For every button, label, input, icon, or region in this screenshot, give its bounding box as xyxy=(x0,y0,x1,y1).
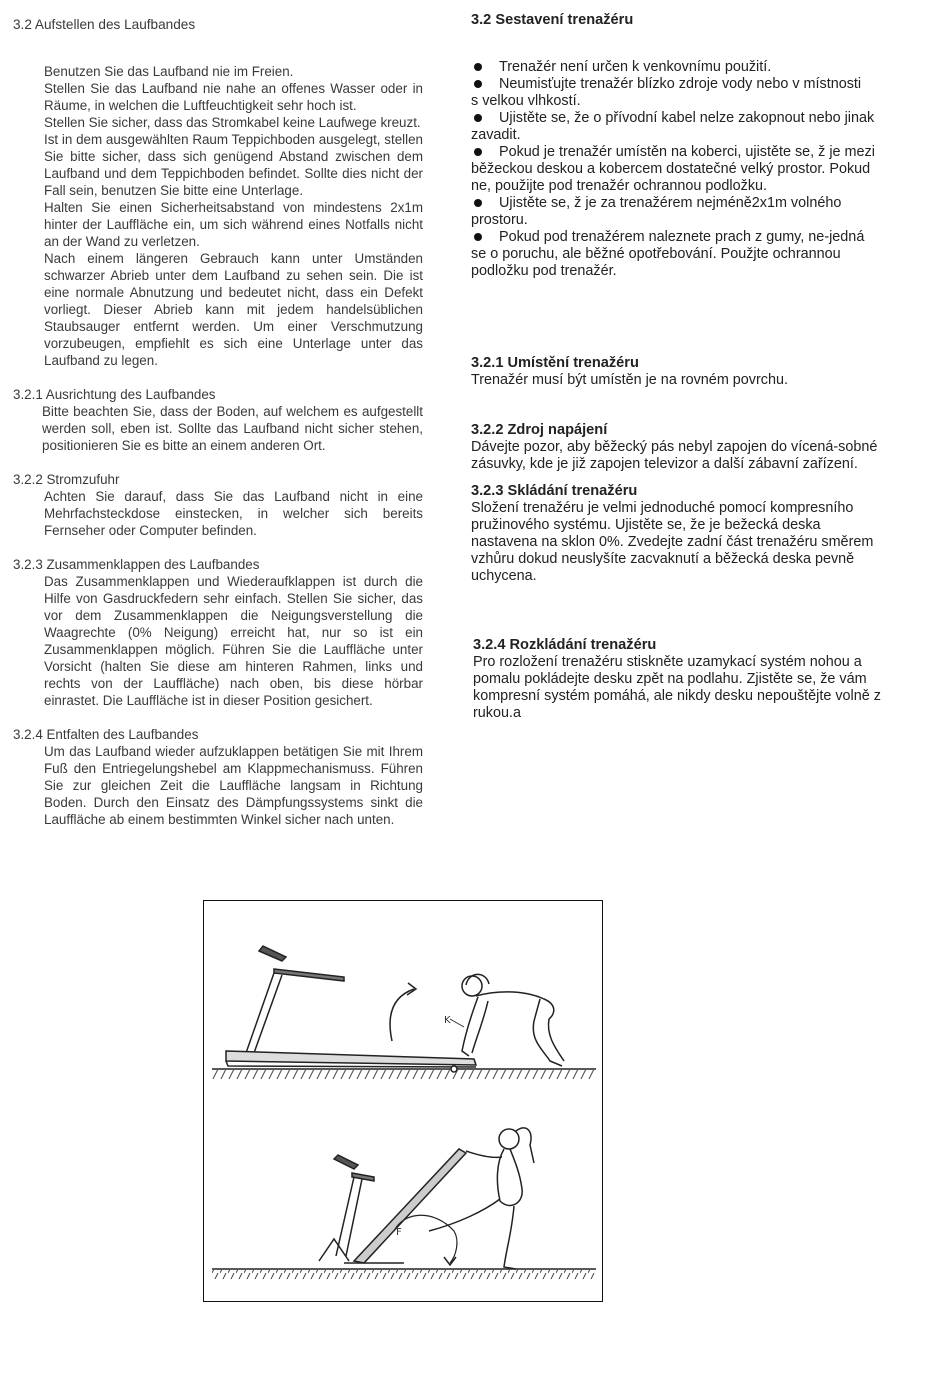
bullet-text: Pokud je trenažér umístěn na koberci, ujistěte se, ž je mezi běžeckou deskou a kobercem dostatečné velký prostor. Pokud ne, použijte pod trenažér ochrannou podložku. xyxy=(471,144,879,194)
german-section-heading: 3.2 Aufstellen des Laufbandes xyxy=(13,17,196,32)
bullet-dot-icon xyxy=(474,233,482,241)
bullet-text: Ist in dem ausgewählten Raum Teppichboden ausgelegt, stellen Sie bitte sicher, dass sich genügend Abstand zwischen dem Laufband und dem Teppichboden befindet. Sollte dies nicht der Fall sein, benutzen Sie bitte eine Unterlage. xyxy=(44,132,423,198)
subsection-title: 3.2.2 Zdroj napájení xyxy=(471,422,608,438)
bullet-glyph xyxy=(13,63,44,80)
german-bullet-list xyxy=(13,63,423,369)
bullet-text: Ujistěte se, že o přívodní kabel nelze zakopnout nebo jinak zavadit. xyxy=(471,110,879,143)
list-item xyxy=(13,114,423,131)
list-item xyxy=(13,199,423,250)
subsection-title: 3.2.1 Umístění trenažéru xyxy=(471,355,639,371)
list-item xyxy=(13,63,423,80)
bullet-text: Nach einem längeren Gebrauch kann unter Umständen schwarzer Abrieb unter dem Laufband zu sehen sein. Die ist eine normale Abnutzung und bedeutet nicht, dass ein Defekt vorliegt. Dieser Abrieb kann mit jedem handelsüblichen Staubsauger entfernt werden. Um einer Verschmutzung vorzubeugen, empfiehlt es sich eine Unterlage unter das Laufband zu legen. xyxy=(44,251,423,368)
bullet-text: Benutzen Sie das Laufband nie im Freien. xyxy=(44,64,294,79)
list-item xyxy=(13,131,423,199)
subsection-text: Um das Laufband wieder aufzuklappen betätigen Sie mit Ihrem Fuß den Entriegelungshebel am Klappmechanismuss. Führen Sie zur gleichen Zeit die Lauffläche langsam in Richtung Boden. Durch den Einsatz des Dämpfungssystems sinkt die Lauffläche ab einem bestimmten Winkel sicher nach unten. xyxy=(44,744,423,827)
bullet-glyph xyxy=(13,199,44,250)
german-subsection-323 xyxy=(13,556,423,709)
bottom-scene-unfolding xyxy=(212,1128,596,1279)
list-item xyxy=(471,59,881,76)
list-item xyxy=(471,229,881,280)
subsection-title: 3.2.3 Skládání trenažéru xyxy=(471,483,638,499)
bullet-glyph xyxy=(13,250,44,369)
bullet-text: Halten Sie einen Sicherheitsabstand von mindestens 2x1m hinter der Lauffläche ein, um sich während eines Notfalls nicht an der Wand zu verletzen. xyxy=(44,200,423,249)
bullet-dot-icon xyxy=(474,114,482,122)
list-item xyxy=(13,80,423,114)
bullet-dot-icon xyxy=(474,148,482,156)
german-subsection-324 xyxy=(13,726,423,828)
subsection-text: Složení trenažéru je velmi jednoduché pomocí kompresního pružinového systému. Ujistěte se, že je bežecká deska nastavena na sklon 0%. Zvedejte zadní část trenažéru směrem vzhůru dokud neuslyšíte zacvaknutí a běžecká deska pevně uchycena. xyxy=(471,500,874,584)
czech-subsection-322 xyxy=(471,422,881,473)
top-scene-folding xyxy=(212,946,596,1079)
subsection-text: Bitte beachten Sie, dass der Boden, auf welchem es aufgestellt werden soll, eben ist. Sollte das Laufband nicht sicher stehen, positionieren Sie es bitte an einem anderen Ort. xyxy=(42,404,423,453)
subsection-text: Trenažér musí být umístěn je na rovném povrchu. xyxy=(471,372,788,388)
bullet-text: Trenažér není určen k venkovnímu použití. xyxy=(499,59,772,75)
german-subsection-322 xyxy=(13,471,423,539)
bullet-glyph xyxy=(13,114,44,131)
bullet-dot-icon xyxy=(474,199,482,207)
subsection-title: 3.2.4 Entfalten des Laufbandes xyxy=(13,727,199,742)
bullet-text: Stellen Sie sicher, dass das Stromkabel keine Laufwege kreuzt. xyxy=(44,115,421,130)
czech-subsection-323 xyxy=(471,483,881,585)
figure-label-top: K xyxy=(444,1015,451,1026)
subsection-title: 3.2.1 Ausrichtung des Laufbandes xyxy=(13,387,216,402)
bullet-glyph xyxy=(13,131,44,199)
treadmill-folding-illustration xyxy=(203,900,603,1302)
bullet-text: Stellen Sie das Laufband nie nahe an offenes Wasser oder in Räume, in welchen die Luftfeuchtigkeit sehr hoch ist. xyxy=(44,81,423,113)
bullet-text: Pokud pod trenažérem naleznete prach z gumy, ne-jedná se o poruchu, ale běžné opotřebování. Použjte ochrannou podložku pod trenažér. xyxy=(471,229,865,279)
czech-bullet-list xyxy=(471,59,881,280)
list-item xyxy=(471,76,881,110)
german-column xyxy=(13,16,423,828)
bullet-text: Neumisťujte trenažér blízko zdroje vody nebo v místnosti s velkou vlhkostí. xyxy=(471,76,862,109)
bullet-glyph xyxy=(13,80,44,114)
czech-section-heading: 3.2 Sestavení trenažéru xyxy=(471,12,634,28)
list-item xyxy=(13,250,423,369)
german-subsection-321 xyxy=(13,386,423,454)
subsection-text: Pro rozložení trenažéru stiskněte uzamykací systém nohou a pomalu pokládejte desku zpět na podlahu. Zjistěte se, že vám kompresní systém pomáhá, ale nikdy desku nepouštějte volně z rukou.a xyxy=(473,654,881,721)
bullet-dot-icon xyxy=(474,63,482,71)
list-item xyxy=(471,195,881,229)
subsection-title: 3.2.3 Zusammenklappen des Laufbandes xyxy=(13,557,260,572)
bullet-text: Ujistěte se, ž je za trenažérem nejméně2x1m volného prostoru. xyxy=(471,195,846,228)
subsection-title: 3.2.4 Rozkládání trenažéru xyxy=(473,637,657,653)
list-item xyxy=(471,144,881,195)
subsection-text: Achten Sie darauf, dass Sie das Laufband nicht in eine Mehrfachsteckdose einstecken, in welcher sich bereits Fernseher oder Computer befinden. xyxy=(44,489,423,538)
list-item xyxy=(471,110,881,144)
czech-column xyxy=(471,12,881,722)
subsection-title: 3.2.2 Stromzufuhr xyxy=(13,472,120,487)
subsection-text: Das Zusammenklappen und Wiederaufklappen ist durch die Hilfe von Gasdruckfedern sehr einfach. Stellen Sie sicher, das vor dem Zusammenklappen die Neigungsverstellung die Waagrechte (0% Neigung) erreicht hat, nur so ist ein Zusammenklappen möglich. Führen Sie die Lauffläche unter Vorsicht (halten Sie diese am hinteren Rahmen, links und rechts von der Lauffläche) nach oben, bis diese hörbar einrastet. Die Lauffläche ist in dieser Position gesichert. xyxy=(44,574,423,708)
czech-subsection-321 xyxy=(471,355,881,389)
subsection-text: Dávejte pozor, aby běžecký pás nebyl zapojen do vícená-sobné zásuvky, kde je již zapojen televizor a další zábavní zařízení. xyxy=(471,439,878,472)
illustration-canvas xyxy=(204,901,601,1300)
bullet-dot-icon xyxy=(474,80,482,88)
figure-label-bottom: F xyxy=(396,1227,402,1238)
czech-subsection-324 xyxy=(471,637,881,722)
